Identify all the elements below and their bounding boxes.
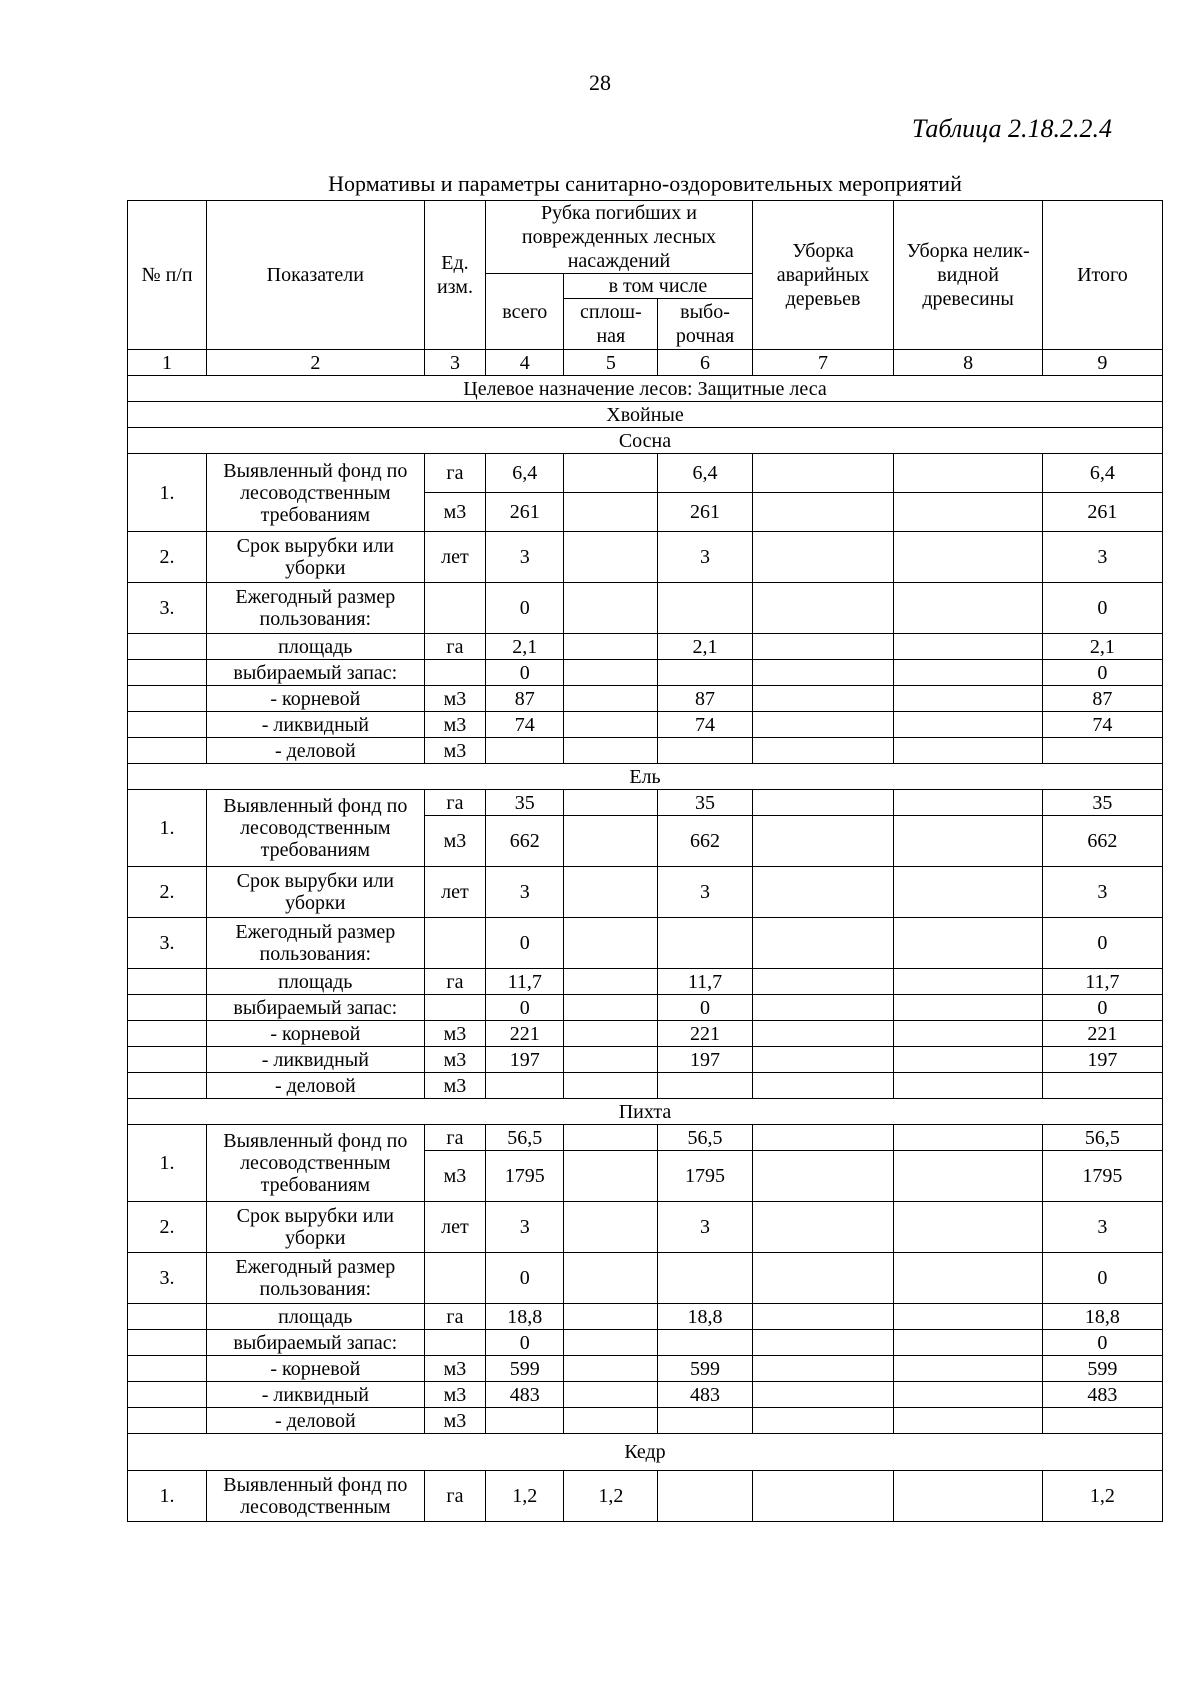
value-all <box>486 1073 564 1099</box>
row-number <box>128 738 207 764</box>
indicator-label: Ежегодный размер пользования: <box>207 918 425 969</box>
value-illiquid <box>894 1202 1042 1253</box>
value-selective: 261 <box>658 493 752 532</box>
indicator-label: Выявленный фонд по лесоводственным требованиям <box>207 454 425 532</box>
value-all: 599 <box>486 1356 564 1382</box>
value-emergency <box>752 1382 894 1408</box>
value-all: 0 <box>486 1253 564 1304</box>
row-number: 2. <box>128 1202 207 1253</box>
value-clear <box>564 969 658 995</box>
table-title: Нормативы и параметры санитарно-оздоровительных мероприятий <box>328 171 962 196</box>
value-total: 3 <box>1042 867 1162 918</box>
value-selective: 0 <box>658 995 752 1021</box>
value-selective: 3 <box>658 867 752 918</box>
value-total: 0 <box>1042 1330 1162 1356</box>
value-emergency <box>752 1408 894 1434</box>
header-indicators: Показатели <box>207 201 425 350</box>
colnum-8: 8 <box>894 350 1042 376</box>
value-total: 0 <box>1042 583 1162 634</box>
value-illiquid <box>894 1356 1042 1382</box>
unit-cell: м3 <box>424 1408 486 1434</box>
unit-cell <box>424 1330 486 1356</box>
value-all: 18,8 <box>486 1304 564 1330</box>
value-illiquid <box>894 969 1042 995</box>
value-emergency <box>752 1073 894 1099</box>
row-number: 2. <box>128 532 207 583</box>
unit-cell: м3 <box>424 1382 486 1408</box>
value-all: 1795 <box>486 1151 564 1202</box>
row-number <box>128 660 207 686</box>
value-selective: 3 <box>658 532 752 583</box>
header-clear: сплош-ная <box>564 299 658 350</box>
header-selective: выбо-рочная <box>658 299 752 350</box>
value-emergency <box>752 493 894 532</box>
header-felling: Рубка погибших и поврежденных лесных насаждений <box>486 201 752 274</box>
value-illiquid <box>894 1151 1042 1202</box>
value-emergency <box>752 738 894 764</box>
value-emergency <box>752 918 894 969</box>
row-number: 1. <box>128 1125 207 1202</box>
unit-cell <box>424 995 486 1021</box>
species-row: Сосна <box>128 428 1163 454</box>
value-emergency <box>752 1356 894 1382</box>
value-total: 11,7 <box>1042 969 1162 995</box>
unit-cell: лет <box>424 1202 486 1253</box>
value-clear <box>564 1382 658 1408</box>
value-illiquid <box>894 1125 1042 1151</box>
value-total: 3 <box>1042 532 1162 583</box>
indicator-label: Выявленный фонд по лесоводственным требованиям <box>207 790 425 867</box>
value-illiquid <box>894 1408 1042 1434</box>
indicator-label: - деловой <box>207 738 425 764</box>
value-emergency <box>752 1151 894 1202</box>
value-total <box>1042 738 1162 764</box>
value-clear <box>564 1073 658 1099</box>
value-total: 1,2 <box>1042 1471 1162 1522</box>
value-total: 221 <box>1042 1021 1162 1047</box>
value-all: 0 <box>486 918 564 969</box>
value-all: 261 <box>486 493 564 532</box>
header-felling-total: всего <box>486 274 564 350</box>
unit-cell: га <box>424 1471 486 1522</box>
value-selective: 599 <box>658 1356 752 1382</box>
colnum-3: 3 <box>424 350 486 376</box>
header-itogo: Итого <box>1042 201 1162 350</box>
colnum-7: 7 <box>752 350 894 376</box>
value-emergency <box>752 1471 894 1522</box>
value-emergency <box>752 1125 894 1151</box>
value-selective: 11,7 <box>658 969 752 995</box>
value-all: 0 <box>486 660 564 686</box>
value-selective: 662 <box>658 816 752 867</box>
value-emergency <box>752 1047 894 1073</box>
row-number <box>128 686 207 712</box>
value-clear <box>564 1021 658 1047</box>
value-selective: 18,8 <box>658 1304 752 1330</box>
row-number <box>128 1408 207 1434</box>
unit-cell <box>424 918 486 969</box>
header-including: в том числе <box>564 274 752 299</box>
value-all: 197 <box>486 1047 564 1073</box>
value-clear <box>564 454 658 493</box>
value-illiquid <box>894 1471 1042 1522</box>
value-clear <box>564 1151 658 1202</box>
value-clear <box>564 918 658 969</box>
value-clear <box>564 532 658 583</box>
unit-cell: га <box>424 790 486 816</box>
indicator-label: Срок вырубки или уборки <box>207 867 425 918</box>
value-illiquid <box>894 454 1042 493</box>
indicator-label: Ежегодный размер пользования: <box>207 1253 425 1304</box>
value-total: 599 <box>1042 1356 1162 1382</box>
unit-cell: м3 <box>424 1021 486 1047</box>
value-all: 1,2 <box>486 1471 564 1522</box>
value-emergency <box>752 712 894 738</box>
row-number <box>128 1356 207 1382</box>
indicator-label: - деловой <box>207 1408 425 1434</box>
value-illiquid <box>894 1253 1042 1304</box>
value-clear <box>564 1047 658 1073</box>
row-number <box>128 634 207 660</box>
indicator-label: - ликвидный <box>207 1047 425 1073</box>
value-total: 0 <box>1042 918 1162 969</box>
value-emergency <box>752 816 894 867</box>
row-number <box>128 995 207 1021</box>
value-total: 0 <box>1042 1253 1162 1304</box>
value-emergency <box>752 1304 894 1330</box>
value-all: 11,7 <box>486 969 564 995</box>
value-emergency <box>752 1330 894 1356</box>
value-total: 261 <box>1042 493 1162 532</box>
value-emergency <box>752 995 894 1021</box>
unit-cell <box>424 583 486 634</box>
value-total: 6,4 <box>1042 454 1162 493</box>
value-selective <box>658 660 752 686</box>
row-number: 3. <box>128 1253 207 1304</box>
value-illiquid <box>894 1021 1042 1047</box>
page-number: 28 <box>589 70 611 95</box>
value-emergency <box>752 686 894 712</box>
value-all: 0 <box>486 995 564 1021</box>
value-illiquid <box>894 995 1042 1021</box>
value-all: 221 <box>486 1021 564 1047</box>
value-total: 1795 <box>1042 1151 1162 1202</box>
value-all: 3 <box>486 1202 564 1253</box>
value-illiquid <box>894 1304 1042 1330</box>
value-clear <box>564 738 658 764</box>
unit-cell: га <box>424 1125 486 1151</box>
unit-cell: м3 <box>424 1047 486 1073</box>
value-total <box>1042 1073 1162 1099</box>
value-selective <box>658 738 752 764</box>
value-illiquid <box>894 686 1042 712</box>
value-all: 662 <box>486 816 564 867</box>
value-clear <box>564 790 658 816</box>
value-clear <box>564 1253 658 1304</box>
value-all: 0 <box>486 583 564 634</box>
value-illiquid <box>894 918 1042 969</box>
value-total: 56,5 <box>1042 1125 1162 1151</box>
value-total: 0 <box>1042 995 1162 1021</box>
value-clear <box>564 634 658 660</box>
value-selective: 221 <box>658 1021 752 1047</box>
value-all: 483 <box>486 1382 564 1408</box>
species-row: Пихта <box>128 1099 1163 1125</box>
value-emergency <box>752 867 894 918</box>
value-illiquid <box>894 532 1042 583</box>
value-selective <box>658 1408 752 1434</box>
value-illiquid <box>894 738 1042 764</box>
unit-cell: га <box>424 1304 486 1330</box>
unit-cell: м3 <box>424 712 486 738</box>
colnum-5: 5 <box>564 350 658 376</box>
value-all: 3 <box>486 532 564 583</box>
value-emergency <box>752 660 894 686</box>
unit-cell: м3 <box>424 816 486 867</box>
value-all: 3 <box>486 867 564 918</box>
unit-cell: га <box>424 634 486 660</box>
row-number <box>128 969 207 995</box>
unit-cell: лет <box>424 532 486 583</box>
colnum-2: 2 <box>207 350 425 376</box>
value-selective <box>658 1330 752 1356</box>
sanitary-measures-table <box>127 200 1163 1522</box>
species-row: Кедр <box>128 1434 1163 1471</box>
value-emergency <box>752 532 894 583</box>
row-number: 3. <box>128 583 207 634</box>
value-total: 662 <box>1042 816 1162 867</box>
unit-cell: лет <box>424 867 486 918</box>
unit-cell: м3 <box>424 1151 486 1202</box>
value-clear <box>564 1330 658 1356</box>
indicator-label: площадь <box>207 634 425 660</box>
row-number <box>128 712 207 738</box>
row-number <box>128 1073 207 1099</box>
value-clear <box>564 995 658 1021</box>
unit-cell <box>424 1253 486 1304</box>
row-number: 1. <box>128 790 207 867</box>
value-illiquid <box>894 790 1042 816</box>
indicator-label: площадь <box>207 969 425 995</box>
value-illiquid <box>894 1073 1042 1099</box>
value-total: 35 <box>1042 790 1162 816</box>
value-all: 87 <box>486 686 564 712</box>
value-clear <box>564 660 658 686</box>
row-number: 2. <box>128 867 207 918</box>
value-emergency <box>752 454 894 493</box>
value-emergency <box>752 1021 894 1047</box>
indicator-label: - корневой <box>207 1021 425 1047</box>
value-all: 74 <box>486 712 564 738</box>
row-number <box>128 1047 207 1073</box>
value-total <box>1042 1408 1162 1434</box>
value-illiquid <box>894 1382 1042 1408</box>
value-emergency <box>752 969 894 995</box>
value-clear: 1,2 <box>564 1471 658 1522</box>
value-clear <box>564 1202 658 1253</box>
header-num: № п/п <box>128 201 207 350</box>
value-emergency <box>752 634 894 660</box>
value-clear <box>564 712 658 738</box>
value-selective: 74 <box>658 712 752 738</box>
value-total: 483 <box>1042 1382 1162 1408</box>
row-number <box>128 1304 207 1330</box>
unit-cell <box>424 660 486 686</box>
value-total: 2,1 <box>1042 634 1162 660</box>
row-number <box>128 1021 207 1047</box>
colnum-1: 1 <box>128 350 207 376</box>
value-all <box>486 1408 564 1434</box>
value-selective: 6,4 <box>658 454 752 493</box>
unit-cell: га <box>424 454 486 493</box>
row-number <box>128 1330 207 1356</box>
indicator-label: площадь <box>207 1304 425 1330</box>
unit-cell: м3 <box>424 493 486 532</box>
value-clear <box>564 1408 658 1434</box>
value-clear <box>564 686 658 712</box>
indicator-label: выбираемый запас: <box>207 660 425 686</box>
indicator-label: Выявленный фонд по лесоводственным <box>207 1471 425 1522</box>
colnum-4: 4 <box>486 350 564 376</box>
value-total: 3 <box>1042 1202 1162 1253</box>
value-total: 74 <box>1042 712 1162 738</box>
value-clear <box>564 1125 658 1151</box>
value-all: 35 <box>486 790 564 816</box>
value-selective: 197 <box>658 1047 752 1073</box>
row-number: 3. <box>128 918 207 969</box>
indicator-label: Выявленный фонд по лесоводственным требованиям <box>207 1125 425 1202</box>
value-selective <box>658 583 752 634</box>
indicator-label: - деловой <box>207 1073 425 1099</box>
value-illiquid <box>894 816 1042 867</box>
value-selective: 2,1 <box>658 634 752 660</box>
value-illiquid <box>894 634 1042 660</box>
value-clear <box>564 867 658 918</box>
unit-cell: м3 <box>424 1356 486 1382</box>
value-illiquid <box>894 867 1042 918</box>
row-number <box>128 1382 207 1408</box>
value-all: 56,5 <box>486 1125 564 1151</box>
value-illiquid <box>894 1047 1042 1073</box>
value-clear <box>564 1356 658 1382</box>
value-total: 0 <box>1042 660 1162 686</box>
row-number: 1. <box>128 454 207 532</box>
value-total: 87 <box>1042 686 1162 712</box>
indicator-label: Ежегодный размер пользования: <box>207 583 425 634</box>
value-selective: 1795 <box>658 1151 752 1202</box>
value-total: 18,8 <box>1042 1304 1162 1330</box>
table-label: Таблица 2.18.2.2.4 <box>911 114 1112 143</box>
purpose-row: Целевое назначение лесов: Защитные леса <box>128 376 1163 402</box>
value-illiquid <box>894 712 1042 738</box>
value-selective: 87 <box>658 686 752 712</box>
value-emergency <box>752 1253 894 1304</box>
indicator-label: - корневой <box>207 1356 425 1382</box>
value-illiquid <box>894 493 1042 532</box>
indicator-label: - ликвидный <box>207 712 425 738</box>
value-clear <box>564 1304 658 1330</box>
value-all: 6,4 <box>486 454 564 493</box>
indicator-label: выбираемый запас: <box>207 995 425 1021</box>
value-selective: 35 <box>658 790 752 816</box>
indicator-label: - ликвидный <box>207 1382 425 1408</box>
unit-cell: м3 <box>424 738 486 764</box>
value-selective: 56,5 <box>658 1125 752 1151</box>
value-clear <box>564 583 658 634</box>
group-row: Хвойные <box>128 402 1163 428</box>
indicator-label: Срок вырубки или уборки <box>207 532 425 583</box>
colnum-9: 9 <box>1042 350 1162 376</box>
value-emergency <box>752 1202 894 1253</box>
value-emergency <box>752 583 894 634</box>
value-emergency <box>752 790 894 816</box>
header-unit: Ед. изм. <box>424 201 486 350</box>
value-selective <box>658 1073 752 1099</box>
value-clear <box>564 493 658 532</box>
colnum-6: 6 <box>658 350 752 376</box>
value-all: 2,1 <box>486 634 564 660</box>
unit-cell: га <box>424 969 486 995</box>
value-selective <box>658 918 752 969</box>
value-selective: 3 <box>658 1202 752 1253</box>
value-all: 0 <box>486 1330 564 1356</box>
indicator-label: Срок вырубки или уборки <box>207 1202 425 1253</box>
value-illiquid <box>894 1330 1042 1356</box>
value-selective <box>658 1471 752 1522</box>
value-all <box>486 738 564 764</box>
value-total: 197 <box>1042 1047 1162 1073</box>
value-selective: 483 <box>658 1382 752 1408</box>
indicator-label: - корневой <box>207 686 425 712</box>
unit-cell: м3 <box>424 1073 486 1099</box>
header-emergency: Уборка аварийных деревьев <box>752 201 894 350</box>
value-selective <box>658 1253 752 1304</box>
header-illiquid: Уборка нелик-видной древесины <box>894 201 1042 350</box>
species-row: Ель <box>128 764 1163 790</box>
value-illiquid <box>894 660 1042 686</box>
value-illiquid <box>894 583 1042 634</box>
value-clear <box>564 816 658 867</box>
row-number: 1. <box>128 1471 207 1522</box>
indicator-label: выбираемый запас: <box>207 1330 425 1356</box>
unit-cell: м3 <box>424 686 486 712</box>
